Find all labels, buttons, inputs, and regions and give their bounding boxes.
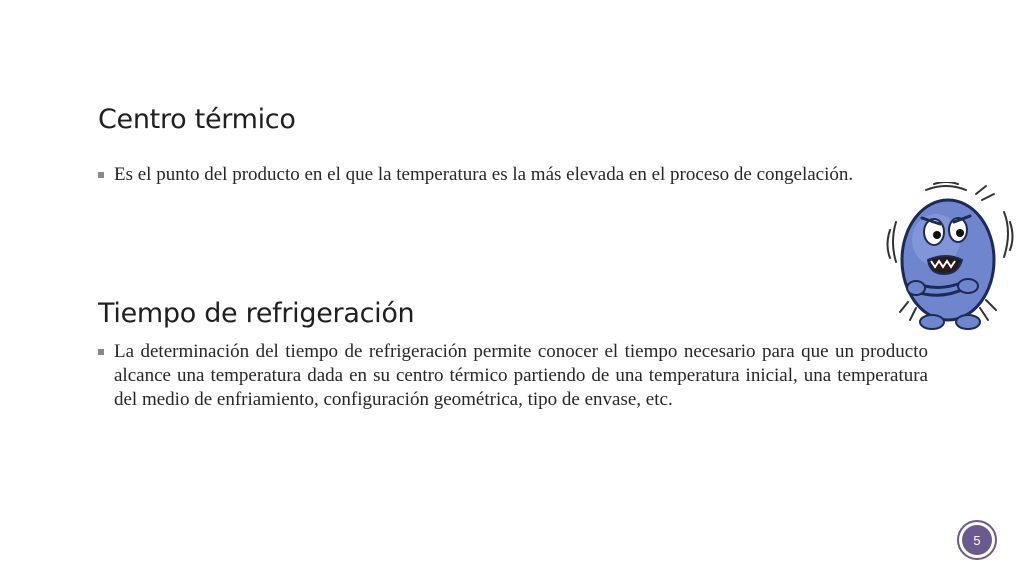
page-number: 5 (962, 525, 992, 555)
bullet-centro-termico (98, 163, 888, 187)
heading-tiempo-refrigeracion: Tiempo de refrigeración (98, 298, 415, 329)
shivering-character-icon (886, 182, 1014, 342)
bullet-marker (98, 349, 104, 355)
page-number-badge (957, 520, 997, 560)
bullet-text: Es el punto del producto en el que la temperatura es la más elevada en el proceso de congelación. (114, 164, 854, 185)
bullet-marker (98, 172, 104, 178)
bullet-text: La determinación del tiempo de refrigeración permite conocer el tiempo necesario para que un producto alcance una temperatura dada en su centro térmico partiendo de una temperatura inicial, una temperatura del medio de enfriamiento, configuración geométrica, tipo de envase, etc. (114, 341, 928, 410)
bullet-tiempo-refrigeracion (98, 340, 928, 412)
heading-centro-termico: Centro térmico (98, 104, 296, 135)
